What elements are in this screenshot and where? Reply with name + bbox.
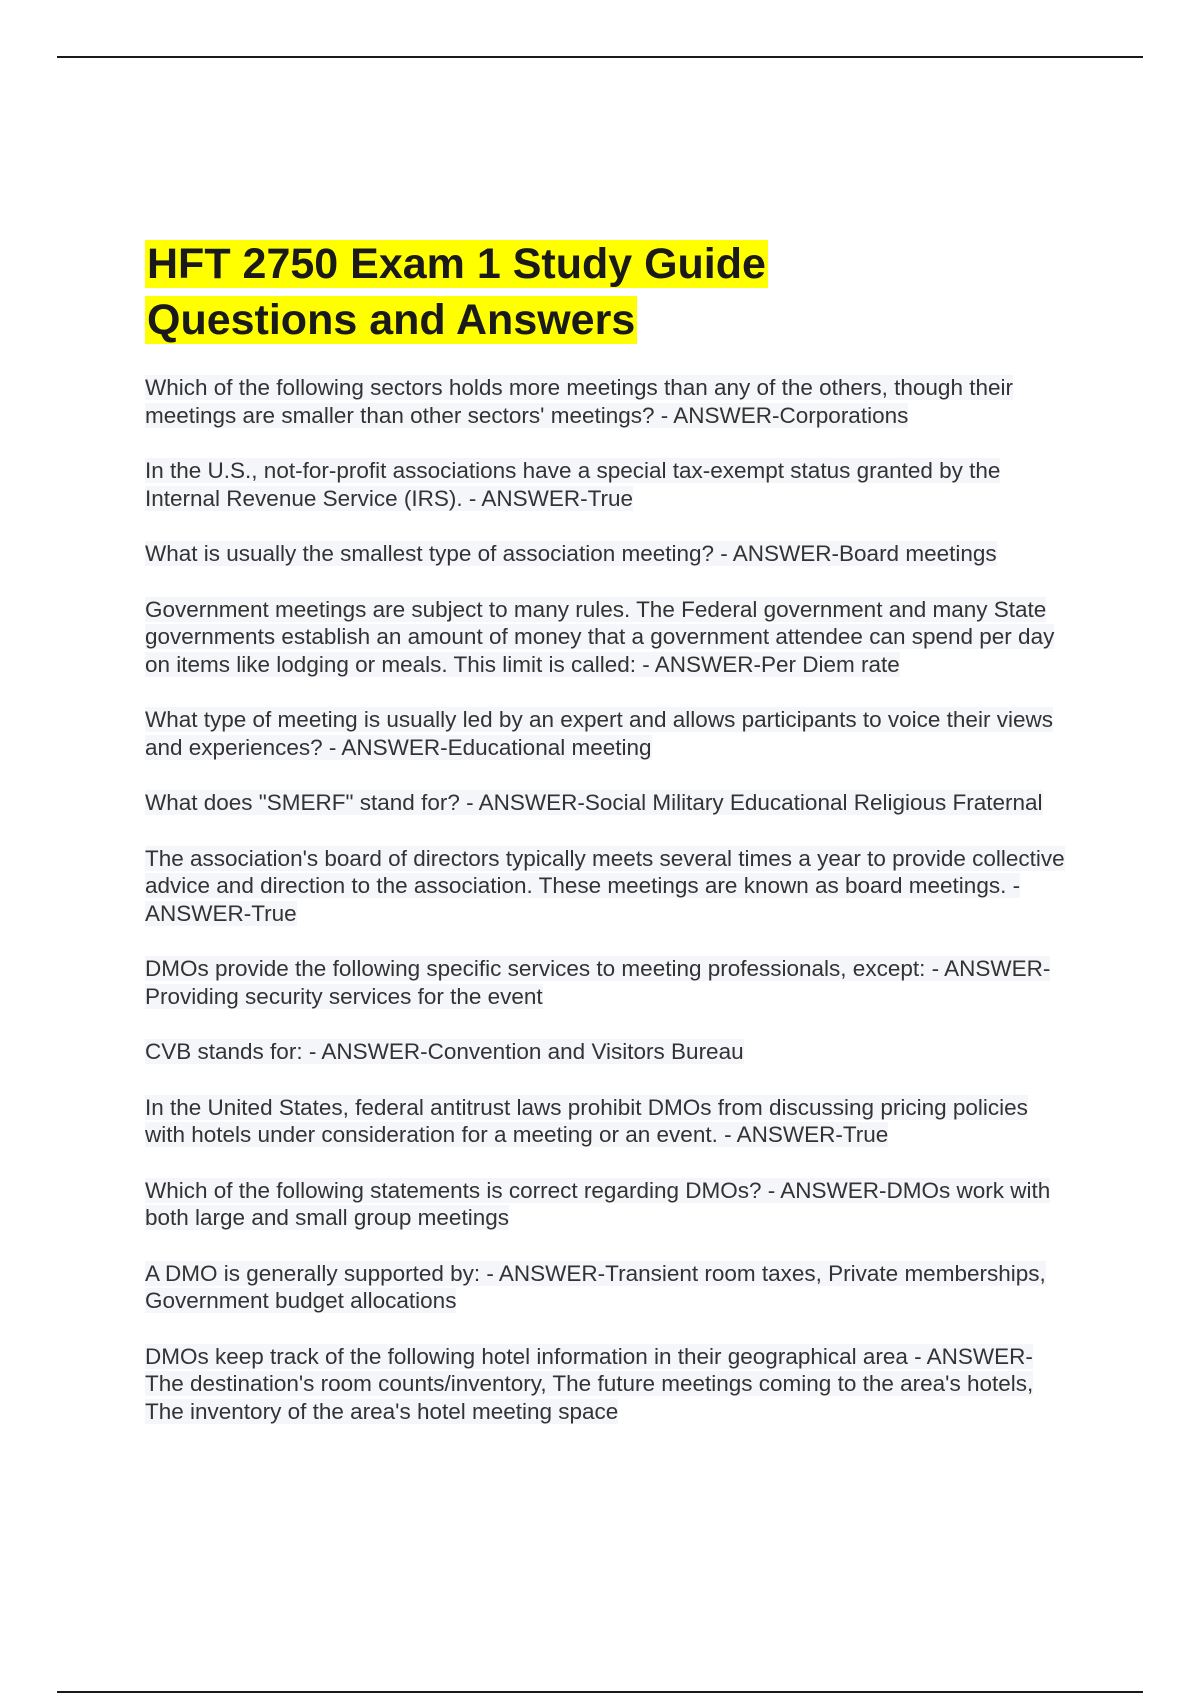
- qa-item: [145, 1260, 1065, 1315]
- qa-text: DMOs provide the following specific services to meeting professionals, except: - ANSWER-Providing security services for the event: [145, 956, 1051, 1009]
- qa-list: [145, 374, 1065, 1453]
- qa-text: A DMO is generally supported by: - ANSWER-Transient room taxes, Private memberships, Government budget allocations: [145, 1260, 1046, 1313]
- qa-item: [145, 374, 1065, 429]
- qa-text: Which of the following sectors holds more meetings than any of the others, though their meetings are smaller than other sectors' meetings? - ANSWER-Corporations: [145, 375, 1013, 428]
- qa-text: DMOs keep track of the following hotel information in their geographical area - ANSWER-The destination's room counts/inventory, The future meetings coming to the area's hotels, The inventory of the area's hotel meeting space: [145, 1343, 1034, 1424]
- document-title: [145, 236, 1045, 348]
- top-divider: [57, 56, 1143, 58]
- bottom-divider: [57, 1691, 1143, 1693]
- qa-item: [145, 955, 1065, 1010]
- qa-item: [145, 845, 1065, 928]
- qa-text: What is usually the smallest type of association meeting? - ANSWER-Board meetings: [145, 541, 997, 566]
- qa-item: [145, 540, 1065, 568]
- qa-text: In the U.S., not-for-profit associations have a special tax-exempt status granted by the Internal Revenue Service (IRS). - ANSWER-True: [145, 458, 1001, 511]
- qa-item: [145, 457, 1065, 512]
- qa-item: [145, 1177, 1065, 1232]
- qa-item: [145, 596, 1065, 679]
- qa-text: Which of the following statements is correct regarding DMOs? - ANSWER-DMOs work with both large and small group meetings: [145, 1177, 1051, 1230]
- qa-text: Government meetings are subject to many rules. The Federal government and many State governments establish an amount of money that a government attendee can spend per day on items like lodging or meals. This limit is called: - ANSWER-Per Diem rate: [145, 596, 1055, 677]
- qa-item: [145, 1094, 1065, 1149]
- qa-item: [145, 706, 1065, 761]
- qa-text: What does "SMERF" stand for? - ANSWER-Social Military Educational Religious Fraternal: [145, 790, 1043, 815]
- qa-item: [145, 1343, 1065, 1426]
- qa-text: In the United States, federal antitrust laws prohibit DMOs from discussing pricing policies with hotels under consideration for a meeting or an event. - ANSWER-True: [145, 1094, 1028, 1147]
- qa-item: [145, 789, 1065, 817]
- qa-item: [145, 1038, 1065, 1066]
- qa-text: What type of meeting is usually led by an expert and allows participants to voice their views and experiences? - ANSWER-Educational meeting: [145, 707, 1053, 760]
- title-line-2: Questions and Answers: [147, 296, 636, 344]
- qa-text: CVB stands for: - ANSWER-Convention and Visitors Bureau: [145, 1039, 744, 1064]
- title-line-1: HFT 2750 Exam 1 Study Guide: [147, 240, 766, 288]
- qa-text: The association's board of directors typically meets several times a year to provide collective advice and direction to the association. These meetings are known as board meetings. - ANSWER-True: [145, 845, 1065, 926]
